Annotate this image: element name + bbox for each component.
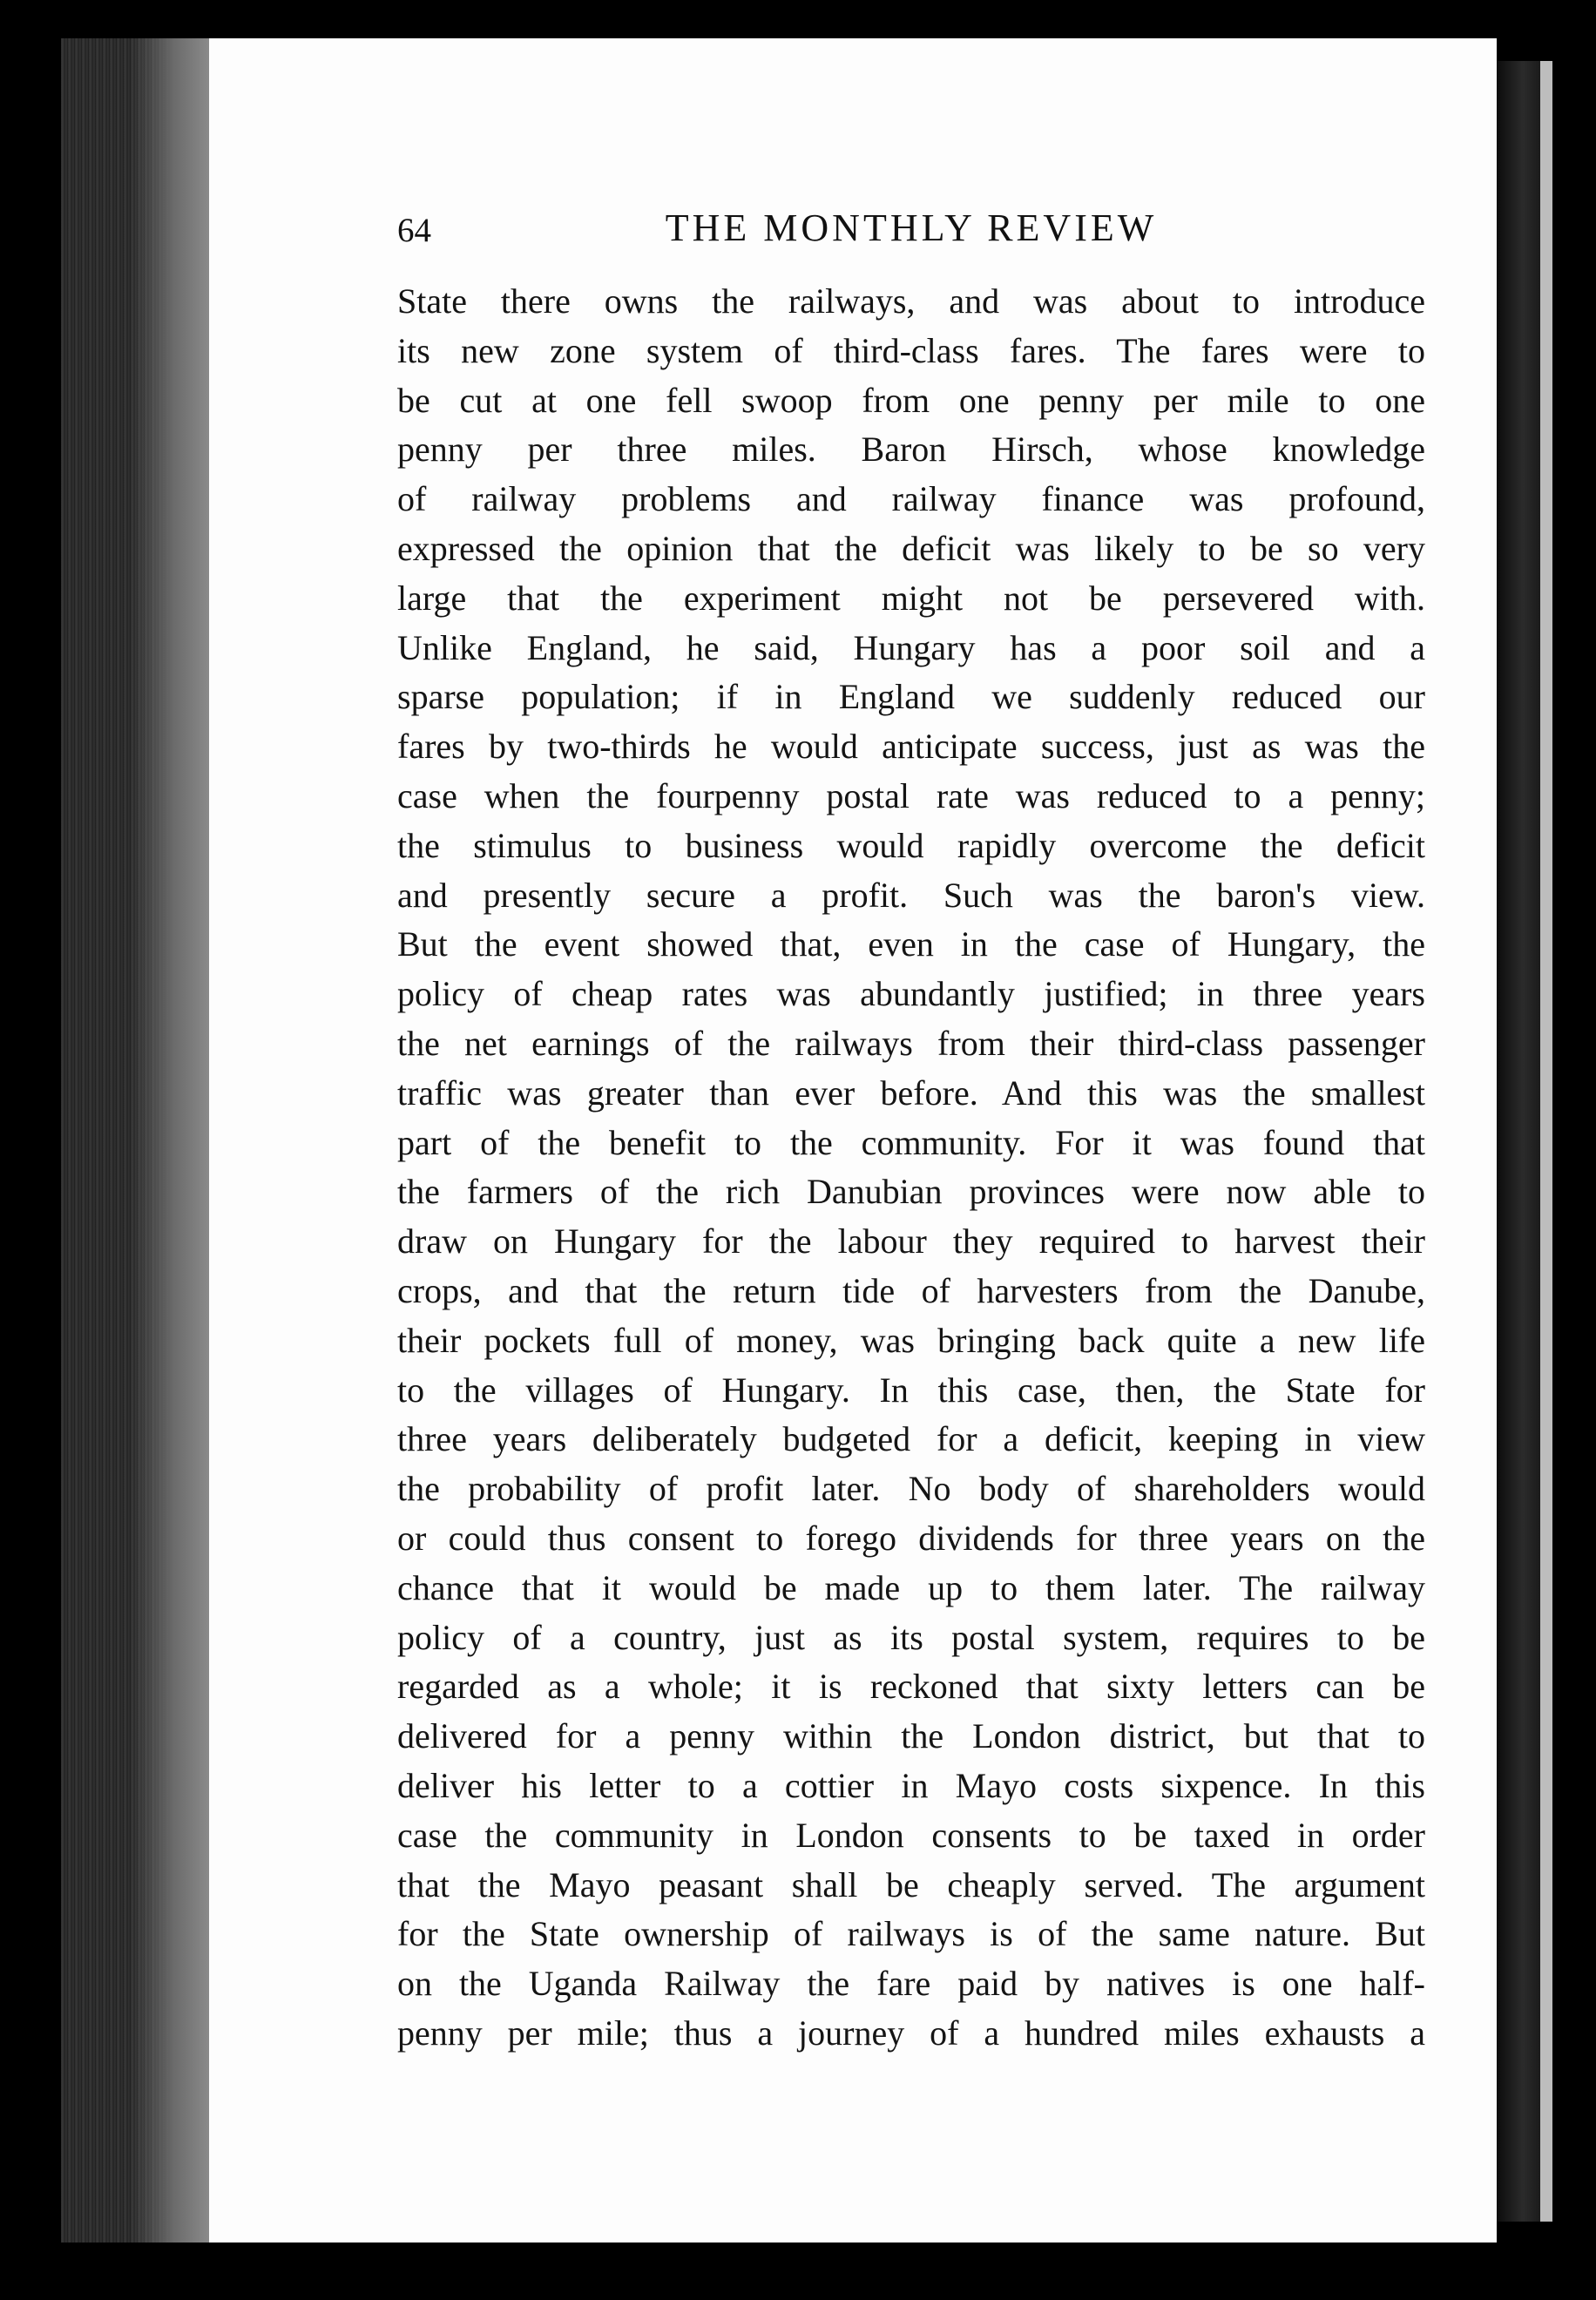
text-line: sparse population; if in England we suddenly reduced our — [397, 677, 1425, 717]
text-line: penny per mile; thus a journey of a hundred miles exhausts a — [397, 2012, 1425, 2053]
text-line: the stimulus to business would rapidly overcome the deficit — [397, 825, 1425, 865]
text-line: But the event showed that, even in the case of Hungary, the — [397, 924, 1425, 964]
text-line: fares by two-thirds he would anticipate success, just as was the — [397, 727, 1425, 767]
page-header — [397, 206, 1425, 267]
text-line: part of the benefit to the community. For it was found that — [397, 1122, 1425, 1162]
text-line: be cut at one fell swoop from one penny per mile to one — [397, 380, 1425, 420]
text-line: to the villages of Hungary. In this case, then, the State for — [397, 1370, 1425, 1410]
text-line: State there owns the railways, and was about to introduce — [397, 281, 1425, 321]
text-line: of railway problems and railway finance was profound, — [397, 479, 1425, 519]
text-line: deliver his letter to a cottier in Mayo costs sixpence. In this — [397, 1765, 1425, 1805]
text-line: expressed the opinion that the deficit was likely to be so very — [397, 528, 1425, 568]
text-line: the probability of profit later. No body of shareholders would — [397, 1469, 1425, 1509]
text-line: regarded as a whole; it is reckoned that sixty letters can be — [397, 1667, 1425, 1707]
text-line: chance that it would be made up to them later. The railway — [397, 1567, 1425, 1607]
text-line: and presently secure a profit. Such was the baron's view. — [397, 875, 1425, 915]
text-line: draw on Hungary for the labour they required to harvest their — [397, 1221, 1425, 1262]
right-page-shadow — [1497, 61, 1540, 2222]
text-line: or could thus consent to forego dividends for three years on the — [397, 1518, 1425, 1558]
text-line: for the State ownership of railways is of the same nature. But — [397, 1914, 1425, 1954]
running-head: THE MONTHLY REVIEW — [665, 206, 1158, 249]
text-line: on the Uganda Railway the fare paid by natives is one half- — [397, 1964, 1425, 2004]
text-line: policy of a country, just as its postal system, requires to be — [397, 1617, 1425, 1657]
book-spine-shadow — [131, 38, 209, 2242]
text-line: case when the fourpenny postal rate was reduced to a penny; — [397, 775, 1425, 815]
text-line: that the Mayo peasant shall be cheaply served. The argument — [397, 1864, 1425, 1904]
page-number: 64 — [397, 212, 431, 249]
body-text — [397, 277, 1425, 2059]
text-line: their pockets full of money, was bringing back quite a new life — [397, 1320, 1425, 1360]
text-line: the net earnings of the railways from their third-class passenger — [397, 1023, 1425, 1063]
text-line: policy of cheap rates was abundantly justified; in three years — [397, 974, 1425, 1014]
text-line: penny per three miles. Baron Hirsch, whose knowledge — [397, 430, 1425, 470]
text-line: crops, and that the return tide of harvesters from the Danube, — [397, 1270, 1425, 1310]
text-line: large that the experiment might not be persevered with. — [397, 578, 1425, 618]
text-line: three years deliberately budgeted for a deficit, keeping in view — [397, 1419, 1425, 1459]
text-line: Unlike England, he said, Hungary has a poor soil and a — [397, 627, 1425, 667]
text-line: delivered for a penny within the London district, but that to — [397, 1716, 1425, 1756]
text-line: its new zone system of third-class fares. The fares were to — [397, 330, 1425, 370]
right-page-edge — [1540, 61, 1552, 2222]
text-line: traffic was greater than ever before. And this was the smallest — [397, 1072, 1425, 1113]
text-line: case the community in London consents to be taxed in order — [397, 1815, 1425, 1855]
text-line: the farmers of the rich Danubian provinces were now able to — [397, 1172, 1425, 1212]
